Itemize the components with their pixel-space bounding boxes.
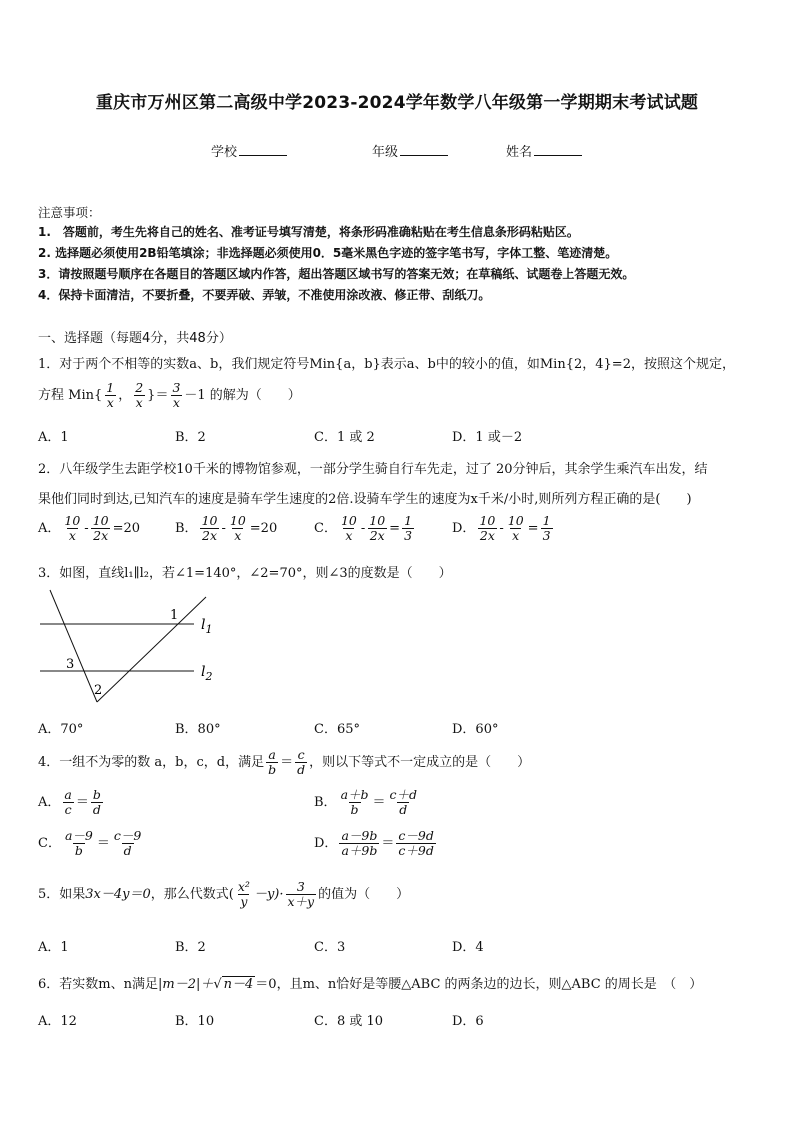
school-label: 学校 [211,145,238,160]
q1-text: 方程 Min{ [38,388,103,403]
q6-option-a: A．12 [38,1014,77,1029]
notice-heading: 注意事项： [38,205,101,220]
q5-option-a: A．1 [38,940,69,955]
grade-blank [400,143,448,156]
q1-option-c: C．1 或 2 [314,430,375,445]
l1-label: $l_1$ [201,617,213,636]
fraction: $\frac{2}{x}$ [135,380,144,410]
q3-option-b: B．80° [175,722,221,737]
notice-item: 1. 答题前，考生先将自己的姓名、准考证号填写清楚，将条形码准确粘贴在考生信息条形码粘贴区。 [38,225,579,239]
angle-3-label: 3 [66,657,75,672]
q5-stem: 5．如果3x－4y＝0，那么代数式( $\frac{\text{x²}}{y}$ －y)· $\frac{3}{x+y}$ 的值为（ ） [38,879,410,909]
transversal-right [97,597,206,702]
notice-item: 3．请按照题号顺序在各题目的答题区域内作答，超出答题区域书写的答案无效；在草稿纸、试题卷上答题无效。 [38,267,635,281]
angle-1-label: 1 [170,608,179,623]
school-blank [239,143,287,156]
q5-option-b: B．2 [175,940,206,955]
q2-option-b: B． $\frac{10}{2x}$ - $\frac{10}{x}$ =20 [175,513,278,543]
name-field [506,141,582,160]
angle-2-label: 2 [94,683,103,698]
q4-option-b: B． $\frac{a+b}{b}$ ＝ $\frac{c+d}{d}$ [314,787,418,817]
q4-stem: 4．一组不为零的数 a，b，c，d，满足 $\frac{a}{b}$ ＝ $\frac{c}{d}$ ，则以下等式不一定成立的是（ ） [38,747,531,777]
transversal-left [50,590,97,702]
grade-label: 年级 [372,145,399,160]
q3-option-a: A．70° [38,722,84,737]
notice-item: 2. 选择题必须使用2B铅笔填涂；非选择题必须使用0．5毫米黑色字迹的签字笔书写，字体工整、笔迹清楚。 [38,246,618,260]
q1-option-b: B．2 [175,430,206,445]
q3-stem: 3．如图，直线l₁∥l₂，若∠1=140°，∠2=70°，则∠3的度数是（ ） [38,566,452,581]
q2-stem-line1: 2．八年级学生去距学校10千米的博物馆参观，一部分学生骑自行车先走，过了 20分钟后，其余学生乘汽车出发，结 [38,462,708,477]
q1-stem-line1: 1．对于两个不相等的实数a、b，我们规定符号Min{a，b}表示a、b中的较小的值，如Min{2，4}=2，按照这个规定， [38,357,735,372]
q3-option-d: D．60° [452,722,499,737]
l2-label: $l_2$ [201,664,213,683]
section-heading: 一、选择题（每题4分，共48分） [38,331,232,346]
q4-option-d: D． $\frac{a-9b}{a+9b}$ ＝ $\frac{c-9d}{c+9d}$ [314,828,434,858]
name-blank [534,143,582,156]
q5-option-c: C．3 [314,940,346,955]
q3-figure [30,582,230,712]
q5-option-d: D．4 [452,940,484,955]
q1-option-d: D．1 或－2 [452,430,523,445]
q3-option-c: C．65° [314,722,360,737]
q2-option-d: D． $\frac{10}{2x}$ - $\frac{10}{x}$ = $\frac{1}{3}$ [452,513,551,543]
q6-stem: 6．若实数m、n满足|m－2|＋√ n－4 ＝0，且m、n恰好是等腰△ABC 的两条边的边长，则△ABC 的周长是 （ ） [38,977,703,992]
q1-option-a: A．1 [38,430,69,445]
q6-option-d: D．6 [452,1014,484,1029]
q2-option-c: C． $\frac{10}{x}$ - $\frac{10}{2x}$ = $\frac{1}{3}$ [314,513,413,543]
q1-stem-line2: 方程 Min{ $\frac{1}{x}$ ， $\frac{2}{x}$ }＝ $\frac{3}{x}$ －1 的解为（ ） [38,380,301,410]
notice-item: 4．保持卡面清洁，不要折叠，不要弄破、弄皱，不准使用涂改液、修正带、刮纸刀。 [38,288,491,302]
q2-option-a: A． $\frac{10}{x}$ - $\frac{10}{2x}$ =20 [38,513,141,543]
page-title: 重庆市万州区第二高级中学2023-2024学年数学八年级第一学期期末考试试题 [95,93,699,113]
q6-option-b: B．10 [175,1014,215,1029]
school-field [211,141,287,160]
name-label: 姓名 [506,145,533,160]
q4-option-a: A． $\frac{a}{c}$ ＝ $\frac{b}{d}$ [38,787,101,817]
q4-option-c: C． $\frac{a-9}{b}$ ＝ $\frac{c-9}{d}$ [38,828,142,858]
fraction: $\frac{3}{x}$ [172,380,181,410]
grade-field [372,141,448,160]
q2-stem-line2: 果他们同时到达,已知汽车的速度是骑车学生速度的2倍.设骑车学生的速度为x千米/小时,则所列方程正确的是( ) [38,492,692,507]
q6-option-c: C．8 或 10 [314,1014,384,1029]
fraction: $\frac{1}{x}$ [106,380,115,410]
